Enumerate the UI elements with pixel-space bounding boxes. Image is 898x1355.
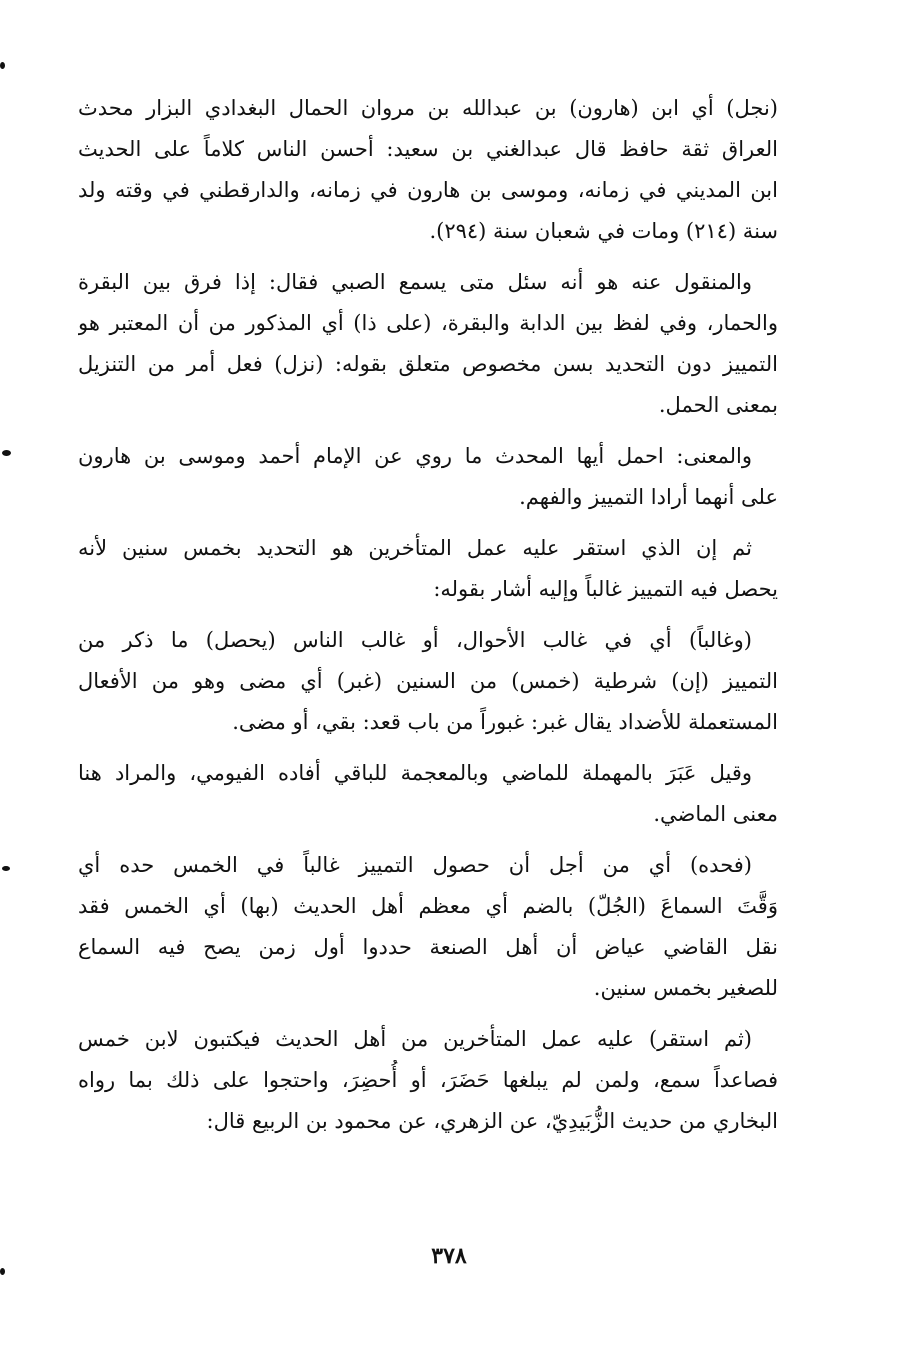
text-line: للصغير بخمس سنين. — [593, 976, 778, 1000]
text-line: ثم إن الذي استقر عليه عمل المتأخرين هو التحديد بخمس سنين لأنه — [78, 536, 752, 560]
scan-speck — [0, 62, 5, 69]
scan-speck — [2, 866, 10, 871]
text-line: (فحده) أي من أجل أن حصول التمييز غالباً في الخمس حده أي — [78, 853, 752, 877]
text-line: وَقَّتَ السماعَ (الجُلّ) بالضم أي معظم أهل الحديث (بها) أي الخمس فقد — [78, 894, 778, 918]
text-line: معنى الماضي. — [653, 802, 778, 826]
paragraph — [78, 620, 778, 743]
text-line: البخاري من حديث الزُّبَيدِيّ، عن الزهري، عن محمود بن الربيع قال: — [206, 1109, 778, 1133]
text-line: والمنقول عنه هو أنه سئل متى يسمع الصبي فقال: إذا فرق بين البقرة — [78, 270, 752, 294]
scan-speck — [0, 1268, 5, 1275]
text-line: والحمار، وفي لفظ بين الدابة والبقرة، (على ذا) أي المذكور من أن المعتبر هو — [78, 311, 778, 335]
text-line: والمعنى: احمل أيها المحدث ما روي عن الإمام أحمد وموسى بن هارون — [78, 444, 752, 468]
paragraph — [78, 1019, 778, 1142]
text-line: (وغالباً) أي في غالب الأحوال، أو غالب الناس (يحصل) ما ذكر من — [78, 628, 752, 652]
text-line: يحصل فيه التمييز غالباً وإليه أشار بقوله: — [433, 577, 778, 601]
paragraph — [78, 436, 778, 518]
paragraph — [78, 753, 778, 835]
paragraph — [78, 262, 778, 426]
text-line: المستعملة للأضداد يقال غبر: غبوراً من باب قعد: بقي، أو مضى. — [232, 710, 778, 734]
text-line: بمعنى الحمل. — [658, 393, 778, 417]
paragraph — [78, 528, 778, 610]
page-body — [78, 88, 778, 1152]
paragraph — [78, 845, 778, 1009]
text-line: (نجل) أي ابن (هارون) بن عبدالله بن مروان الحمال البغدادي البزار محدث — [78, 96, 778, 120]
text-line: سنة (٢١٤) ومات في شعبان سنة (٢٩٤). — [429, 219, 778, 243]
text-line: التمييز (إن) شرطية (خمس) من السنين (غبر) أي مضى وهو من الأفعال — [78, 669, 778, 693]
paragraph — [78, 88, 778, 252]
text-line: العراق ثقة حافظ قال عبدالغني بن سعيد: أحسن الناس كلاماً على الحديث — [78, 137, 778, 161]
text-line: ابن المديني في زمانه، وموسى بن هارون في زمانه، والدارقطني في وقته ولد — [78, 178, 778, 202]
page-number: ٣٧٨ — [431, 1243, 467, 1269]
text-line: التمييز دون التحديد بسن مخصوص متعلق بقوله: (نزل) فعل أمر من التنزيل — [78, 352, 778, 376]
text-line: فصاعداً سمع، ولمن لم يبلغها حَضَرَ، أو أُحضِرَ، واحتجوا على ذلك بما رواه — [78, 1068, 778, 1092]
text-line: (ثم استقر) عليه عمل المتأخرين من أهل الحديث فيكتبون لابن خمس — [78, 1027, 752, 1051]
scan-speck — [2, 450, 11, 456]
text-line: على أنهما أرادا التمييز والفهم. — [519, 485, 778, 509]
text-line: وقيل عَبَرَ بالمهملة للماضي وبالمعجمة للباقي أفاده الفيومي، والمراد هنا — [78, 761, 752, 785]
text-line: نقل القاضي عياض أن أهل الصنعة حددوا أول زمن يصح فيه السماع — [78, 935, 778, 959]
